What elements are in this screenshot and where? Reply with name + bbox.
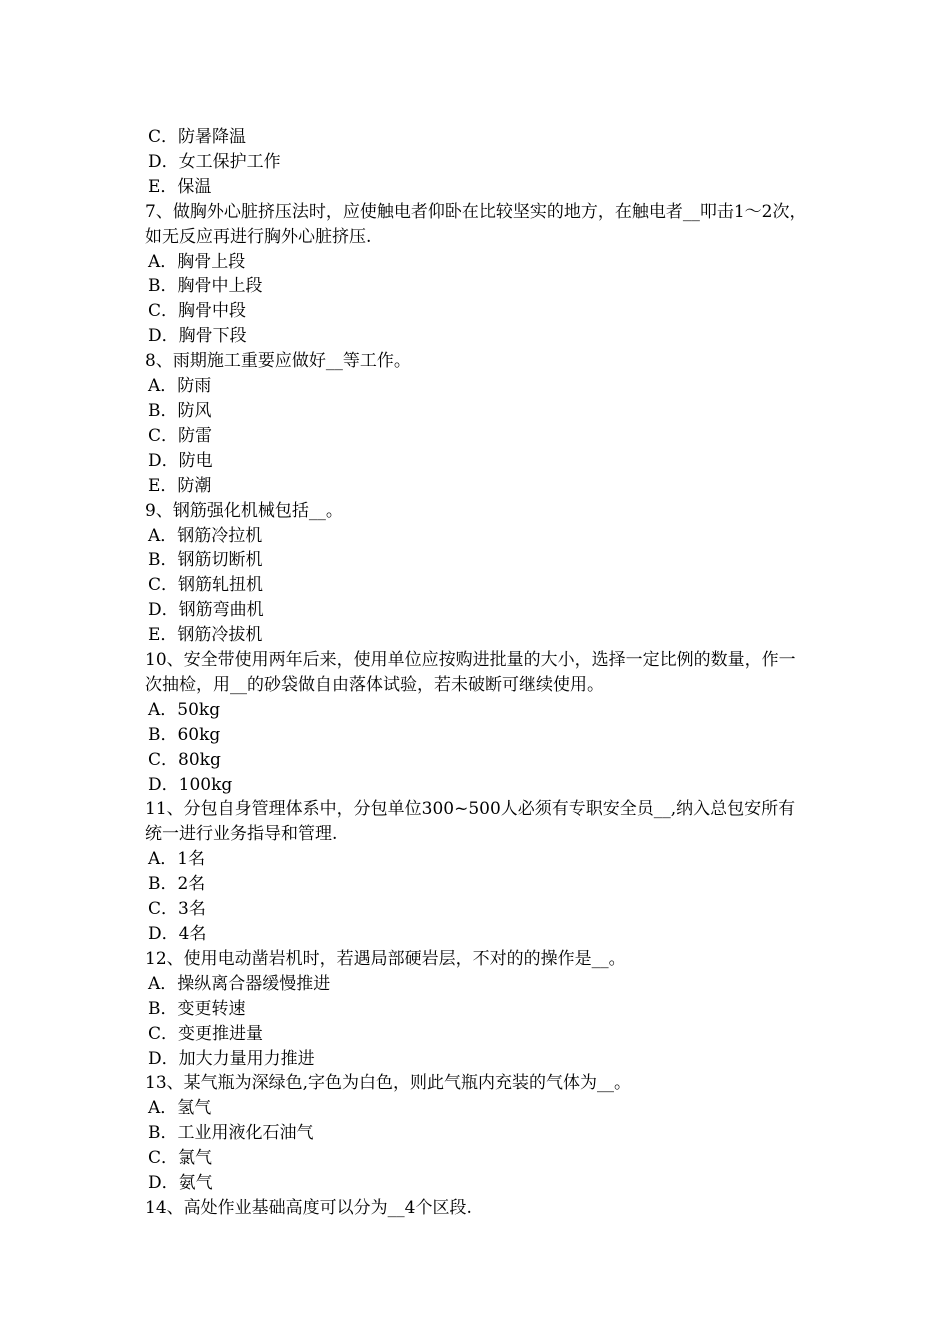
answer-option: B．工业用液化石油气 [148,1123,314,1144]
answer-option: D．100kg [148,774,233,795]
answer-option: E．防潮 [148,475,212,496]
answer-option: A．操纵离合器缓慢推进 [148,973,331,994]
answer-option: C．氯气 [148,1148,213,1169]
answer-option: A．氢气 [148,1098,212,1119]
answer-option: D．防电 [148,450,213,471]
answer-option: C．钢筋轧扭机 [148,575,264,596]
answer-option: D．氨气 [148,1173,213,1194]
question-text: 9、钢筋强化机械包括__。 [145,500,343,521]
question-text: 11、分包自身管理体系中，分包单位300~500人必须有专职安全员__,纳入总包安所有统一进行业务指导和管理. [145,799,796,845]
answer-option: A．防雨 [148,376,212,397]
answer-option: D．女工保护工作 [148,151,281,172]
answer-option: B．2名 [148,874,206,895]
answer-option: D．钢筋弯曲机 [148,600,264,621]
answer-option: D．胸骨下段 [148,326,247,347]
answer-option: A．1名 [148,849,206,870]
question-text: 10、安全带使用两年后来，使用单位应按购进批量的大小，选择一定比例的数量，作一次抽检，用__的砂袋做自由落体试验，若未破断可继续使用。 [145,650,796,695]
question-text: 14、高处作业基础高度可以分为__4个区段. [145,1197,472,1218]
answer-option: B．60kg [148,724,221,745]
answer-option: C．变更推进量 [148,1023,264,1044]
answer-option: B．变更转速 [148,998,246,1019]
answer-option: C．防暑降温 [148,127,247,147]
answer-option: E．钢筋冷拔机 [148,625,263,646]
answer-option: D．4名 [148,924,207,944]
answer-option: A．胸骨上段 [148,251,246,272]
question-text: 12、使用电动凿岩机时，若遇局部硬岩层，不对的的操作是__。 [145,948,626,969]
question-text: 13、某气瓶为深绿色,字色为白色，则此气瓶内充装的气体为__。 [145,1073,632,1094]
answer-option: B．防风 [148,400,212,421]
answer-option: C．胸骨中段 [148,301,247,322]
answer-option: C．3名 [148,899,206,920]
answer-option: C．80kg [148,749,221,770]
answer-option: B．钢筋切断机 [148,550,263,571]
answer-option: C．防雷 [148,425,213,446]
question-text: 7、做胸外心脏挤压法时，应使触电者仰卧在比较坚实的地方，在触电者__叩击1～2次，如无反应再进行胸外心脏挤压. [145,201,807,247]
answer-option: E．保温 [148,176,212,197]
answer-option: D．加大力量用力推进 [148,1048,315,1069]
answer-option: A．50kg [148,699,221,720]
answer-option: B．胸骨中上段 [148,276,263,297]
answer-option: A．钢筋冷拉机 [148,525,263,546]
question-text: 8、雨期施工重要应做好__等工作。 [145,351,411,372]
document-page [145,125,811,1221]
